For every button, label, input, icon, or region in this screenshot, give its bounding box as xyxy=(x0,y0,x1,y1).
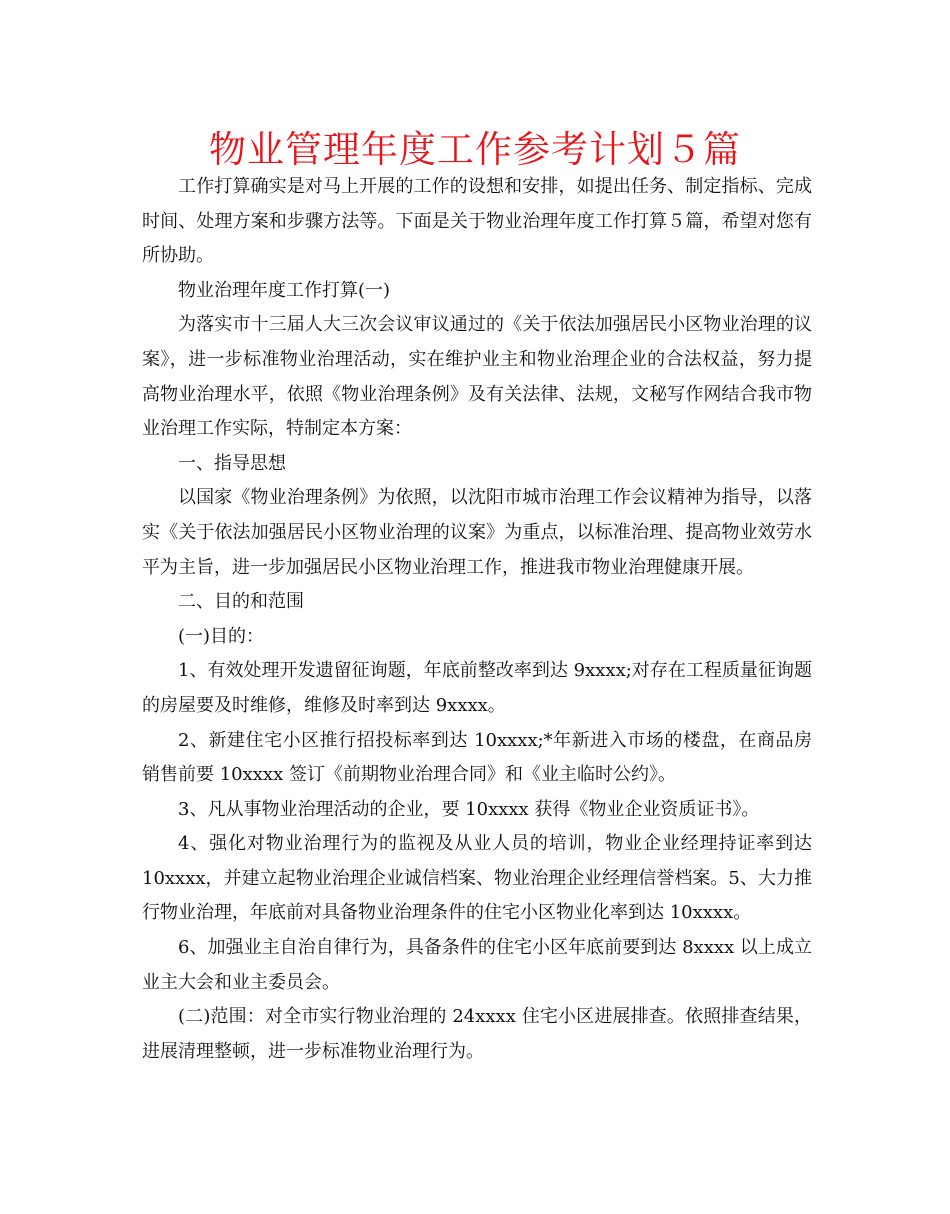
section-heading-guiding-thought: 一、指导思想 xyxy=(178,452,286,474)
goal-item-4-5: 4、强化对物业治理行为的监视及从业人员的培训，物业企业经理持证率到达 10xxxx，并建立起物业治理企业诚信档案、物业治理企业经理信誉档案。5、大力推行物业治理，年底前对具备物业治理条件的住宅小区物业化率到达 10xxxx。 xyxy=(142,833,812,924)
preamble-paragraph: 为落实市十三届人大三次会议审议通过的《关于依法加强居民小区物业治理的议案》，进一步标准物业治理活动，实在维护业主和物业治理企业的合法权益，努力提高物业治理水平，依照《物业治理条例》及有关法律、法规，文秘写作网结合我市物业治理工作实际，特制定本方案： xyxy=(142,314,812,440)
subheading-goals: (一)目的： xyxy=(178,625,265,647)
scope-paragraph: (二)范围：对全市实行物业治理的 24xxxx 住宅小区进展排查。依照排查结果，进展清理整顿，进一步标准物业治理行为。 xyxy=(142,1006,812,1062)
goal-item-6: 6、加强业主自治自律行为，具备条件的住宅小区年底前要到达 8xxxx 以上成立业主大会和业主委员会。 xyxy=(142,937,812,993)
section-heading-goals-scope: 二、目的和范围 xyxy=(178,591,304,613)
goal-item-3: 3、凡从事物业治理活动的企业，要 10xxxx 获得《物业企业资质证书》。 xyxy=(178,798,760,820)
goal-item-1: 1、有效处理开发遗留征询题，年底前整改率到达 9xxxx;对存在工程质量征询题的房屋要及时维修，维修及时率到达 9xxxx。 xyxy=(142,660,812,716)
guiding-thought-paragraph: 以国家《物业治理条例》为依照，以沈阳市城市治理工作会议精神为指导，以落实《关于依法加强居民小区物业治理的议案》为重点，以标准治理、提高物业效劳水平为主旨，进一步加强居民小区物业治理工作，推进我市物业治理健康开展。 xyxy=(142,487,812,578)
section-heading-plan-one: 物业治理年度工作打算(一) xyxy=(178,279,391,301)
goal-item-2: 2、新建住宅小区推行招投标率到达 10xxxx;*年新进入市场的楼盘，在商品房销售前要 10xxxx 签订《前期物业治理合同》和《业主临时公约》。 xyxy=(142,729,812,786)
document-body xyxy=(142,170,812,1069)
intro-paragraph: 工作打算确实是对马上开展的工作的设想和安排，如提出任务、制定指标、完成时间、处理方案和步骤方法等。下面是关于物业治理年度工作打算５篇，希望对您有所协助。 xyxy=(142,176,812,267)
document-title: 物业管理年度工作参考计划５篇 xyxy=(209,128,741,171)
